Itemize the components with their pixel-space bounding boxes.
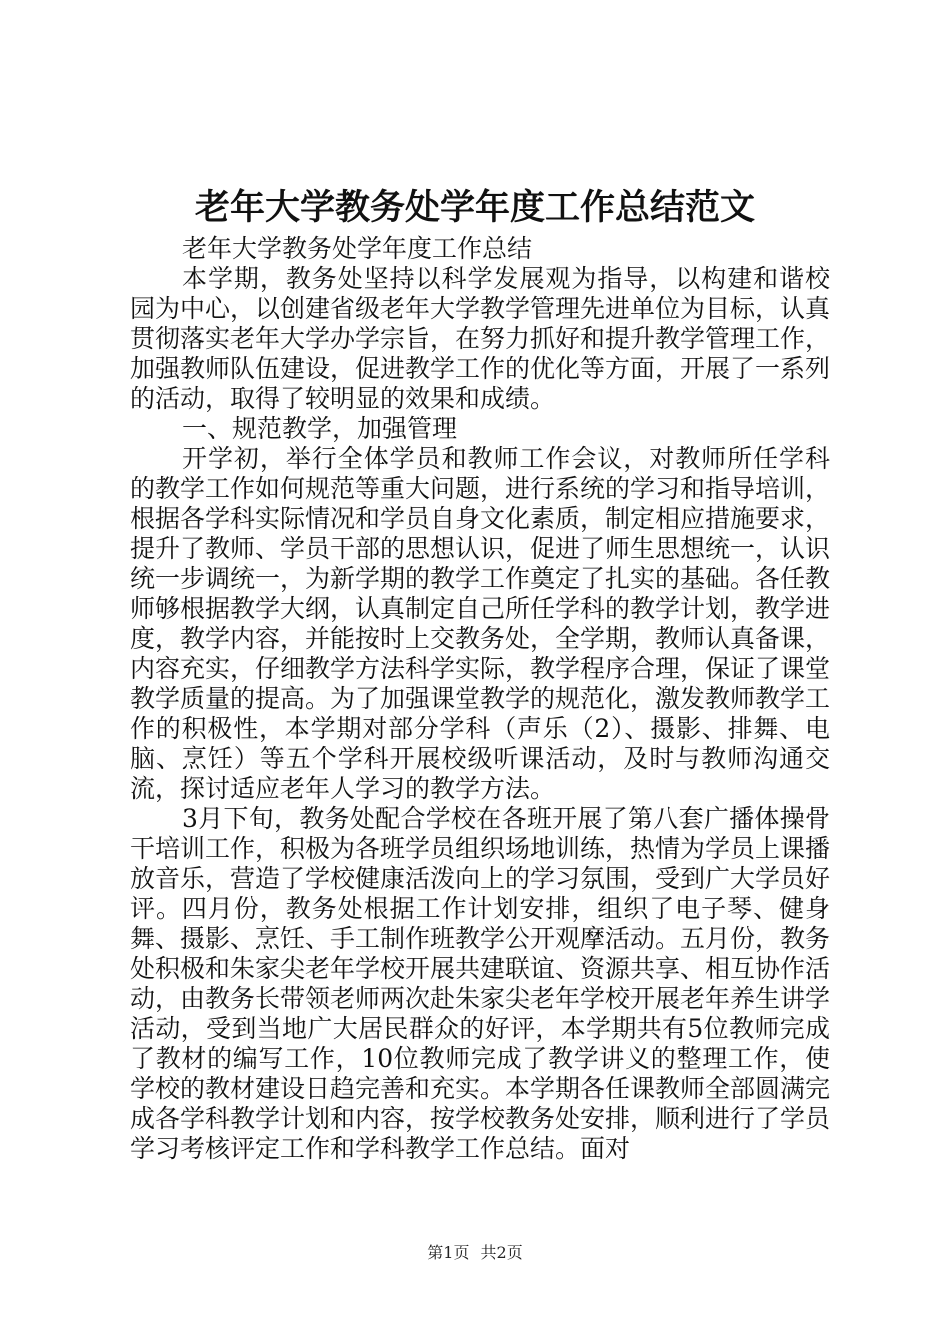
section-heading: 一、规范教学，加强管理 xyxy=(182,414,458,443)
page-number: 第1页 xyxy=(427,1243,470,1262)
document-title: 老年大学教务处学年度工作总结范文 xyxy=(194,187,755,228)
page-total: 共2页 xyxy=(480,1243,523,1262)
document-body xyxy=(130,234,830,1164)
page-footer xyxy=(0,1243,950,1263)
paragraph-intro: 本学期，教务处坚持以科学发展观为指导，以构建和谐校园为中心，以创建省级老年大学教学管理先进单位为目标，认真贯彻落实老年大学办学宗旨，在努力抓好和提升教学管理工作，加强教师队伍建设，促进教学工作的优化等方面，开展了一系列的活动，取得了较明显的效果和成绩。 xyxy=(130,264,831,413)
paragraph-body: 3月下旬，教务处配合学校在各班开展了第八套广播体操骨干培训工作，积极为各班学员组织场地训练，热情为学员上课播放音乐，营造了学校健康活泼向上的学习氛围，受到广大学员好评。四月份，教务处根据工作计划安排，组织了电子琴、健身舞、摄影、烹饪、手工制作班教学公开观摩活动。五月份，教务处积极和朱家尖老年学校开展共建联谊、资源共享、相互协作活动，由教务长带领老师两次赴朱家尖老年学校开展老年养生讲学活动，受到当地广大居民群众的好评，本学期共有5位教师完成了教材的编写工作，10位教师完成了教学讲义的整理工作，使学校的教材建设日趋完善和充实。本学期各任课教师全部圆满完成各学科教学计划和内容，按学校教务处安排，顺利进行了学员学习考核评定工作和学科教学工作总结。面对 xyxy=(130,804,831,1163)
paragraph-subtitle: 老年大学教务处学年度工作总结 xyxy=(182,234,533,263)
paragraph-body: 开学初，举行全体学员和教师工作会议，对教师所任学科的教学工作如何规范等重大问题，进行系统的学习和指导培训，根据各学科实际情况和学员自身文化素质，制定相应措施要求，提升了教师、学员干部的思想认识，促进了师生思想统一，认识统一步调统一，为新学期的教学工作奠定了扎实的基础。各任教师够根据教学大纲，认真制定自己所任学科的教学计划，教学进度，教学内容，并能按时上交教务处，全学期，教师认真备课，内容充实，仔细教学方法科学实际，教学程序合理，保证了课堂教学质量的提高。为了加强课堂教学的规范化，激发教师教学工作的积极性，本学期对部分学科（声乐（2）、摄影、排舞、电脑、烹饪）等五个学科开展校级听课活动，及时与教师沟通交流，探讨适应老年人学习的教学方法。 xyxy=(130,444,831,803)
